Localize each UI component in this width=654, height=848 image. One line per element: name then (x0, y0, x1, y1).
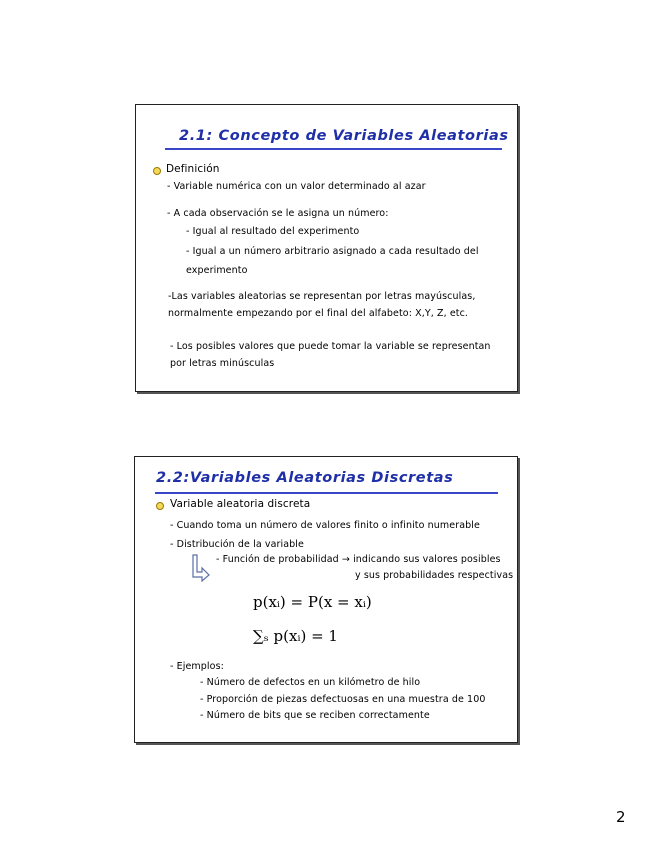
text-line: - Cuando toma un número de valores finito o infinito numerable (170, 520, 480, 531)
slide-title: 2.2:Variables Aleatorias Discretas (156, 470, 454, 486)
formula-probability: p(xᵢ) = P(x = xᵢ) (253, 593, 372, 611)
slide-title: 2.1: Concepto de Variables Aleatorias (179, 128, 509, 144)
title-underline (155, 492, 498, 494)
text-line: por letras minúsculas (170, 358, 275, 369)
title-underline (165, 148, 502, 150)
example-item: - Número de bits que se reciben correctamente (200, 710, 430, 721)
text-line: y sus probabilidades respectivas (355, 570, 514, 581)
text-line: experimento (186, 265, 248, 276)
bent-down-right-arrow-icon (190, 554, 210, 582)
formula-sum: ∑ₛ p(xᵢ) = 1 (253, 627, 338, 645)
text-line: - Igual al resultado del experimento (186, 226, 360, 237)
slide-concepto (135, 104, 518, 392)
yellow-circle-bullet-icon (153, 167, 161, 175)
example-item: - Proporción de piezas defectuosas en una muestra de 100 (200, 694, 486, 705)
text-line: - Los posibles valores que puede tomar la variable se representan (170, 341, 491, 352)
slide-discretas (134, 456, 518, 743)
text-line: - Variable numérica con un valor determinado al azar (167, 181, 426, 192)
text-line: - Función de probabilidad → indicando sus valores posibles (216, 554, 501, 565)
bullet-text: Definición (166, 163, 220, 175)
bullet-text: Variable aleatoria discreta (170, 498, 311, 510)
text-line: -Las variables aleatorias se representan por letras mayúsculas, (168, 291, 476, 302)
text-line: - A cada observación se le asigna un número: (167, 208, 389, 219)
text-line: - Igual a un número arbitrario asignado a cada resultado del (186, 246, 479, 257)
text-line: - Distribución de la variable (170, 539, 304, 550)
yellow-circle-bullet-icon (156, 502, 164, 510)
example-item: - Número de defectos en un kilómetro de hilo (200, 677, 421, 688)
text-line: normalmente empezando por el final del alfabeto: X,Y, Z, etc. (168, 308, 469, 319)
page-number: 2 (616, 808, 626, 826)
text-line: - Ejemplos: (170, 661, 224, 672)
